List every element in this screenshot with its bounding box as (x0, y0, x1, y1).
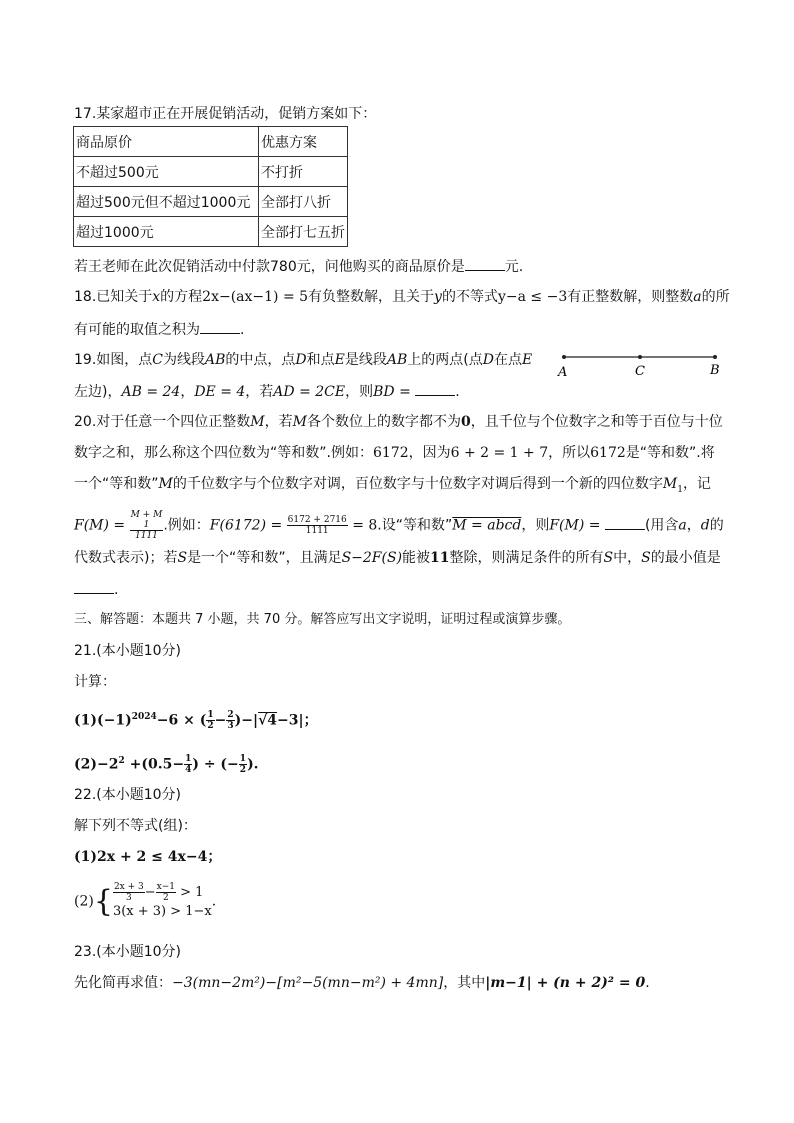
math: −3(mn−2m²)−[m²−5(mn−m²) + 4mn] (172, 975, 444, 991)
math: S−2F(S) (341, 550, 403, 566)
fraction-denominator: 3 (125, 893, 132, 903)
text: 的不等式 (441, 289, 498, 305)
text: . (645, 975, 650, 991)
text: 有正整数解，则整数 (567, 289, 694, 305)
text: 代数式表示)；若 (74, 550, 178, 566)
q20-line-2 (74, 443, 715, 463)
q22-prompt: 解下列不等式(组)： (74, 818, 197, 834)
text: . (455, 384, 460, 400)
math: − (214, 712, 227, 729)
q18-line-1 (74, 287, 730, 307)
math: D (482, 352, 494, 368)
q22-part-1: (1)2x + 2 ≤ 4x−4； (74, 849, 222, 865)
text: 有负整数解，且关于 (308, 289, 435, 305)
fraction (239, 754, 247, 775)
q21-prompt: 计算： (74, 674, 116, 690)
promotion-table (73, 126, 348, 247)
text: 能被 (402, 550, 431, 566)
segment-diagram (556, 348, 726, 380)
table-cell: 全部打八折 (259, 187, 348, 217)
table-cell: 全部打七五折 (259, 217, 348, 247)
q21-part-2 (74, 749, 259, 777)
math: a (693, 289, 702, 305)
fraction-numerator: 6172 + 2716 (287, 515, 347, 525)
math: M (662, 476, 678, 492)
fraction (287, 515, 348, 536)
text: ，则 (521, 517, 550, 534)
text: .例如： (163, 517, 210, 534)
text: 是一个“等和数”，且满足 (187, 550, 342, 566)
table-row (74, 217, 348, 247)
q20-line-4 (74, 510, 724, 541)
text: 是“等和数”.将 (625, 445, 715, 461)
text: 的方程 (160, 289, 203, 305)
text: ，所以 (548, 445, 591, 461)
label-a: A (558, 365, 568, 380)
text: 一个“等和数” (74, 476, 159, 492)
math: 2x−(ax−1) = 5 (202, 289, 309, 305)
table-header: 商品原价 (74, 127, 259, 157)
text: 19.如图，点 (74, 352, 153, 368)
math: 6172 (590, 445, 626, 461)
system-row (113, 882, 212, 903)
text: 上的两点(点 (407, 352, 483, 368)
text: 的 (709, 517, 724, 534)
math: 1 (143, 520, 150, 530)
math: 6172 (372, 445, 409, 461)
text: 18.已知关于 (74, 289, 153, 305)
math: (2)−2 (74, 756, 119, 773)
math: . (211, 893, 217, 910)
q23-problem (74, 973, 650, 993)
text: 的中点，点 (225, 352, 296, 368)
math: E (334, 352, 345, 368)
math: S (641, 550, 651, 566)
fraction-numerator: 2x + 3 (113, 882, 144, 892)
math: 6 + 2 = 1 + 7 (450, 445, 549, 461)
math: S (177, 550, 188, 566)
fraction-denominator: 2 (162, 893, 169, 903)
fraction-numerator (130, 510, 164, 531)
label-c: C (635, 364, 645, 379)
text: 为线段 (162, 352, 205, 368)
q19-line-2 (74, 381, 460, 402)
q19-line-1 (74, 350, 532, 370)
q22-part-2 (74, 882, 216, 921)
math: F(M) = (549, 517, 605, 534)
q20-line-1 (74, 412, 723, 432)
text: . (240, 322, 245, 338)
math: AB (204, 352, 226, 368)
math: a (678, 517, 687, 534)
answer-blank (74, 579, 114, 594)
answer-blank (465, 256, 505, 271)
math: BD = (373, 384, 416, 400)
fraction (113, 882, 145, 903)
fraction-numerator: 1 (185, 754, 192, 765)
math: S (603, 550, 614, 566)
fraction-numerator: 1 (207, 710, 214, 721)
math: −6 × ( (156, 712, 207, 729)
math: > 1 (175, 885, 204, 900)
math: − (144, 885, 156, 900)
fraction-numerator: 1 (239, 754, 247, 765)
math: M (250, 414, 265, 430)
math: F(M) = (74, 517, 126, 534)
math: (2) (74, 893, 94, 910)
math: AB (386, 352, 408, 368)
section-heading: 三、解答题：本题共 7 小题，共 70 分。解答应写出文字说明，证明过程或演算步骤。 (74, 612, 571, 627)
text: 20.对于任意一个四位正整数 (74, 414, 251, 430)
fraction (226, 710, 234, 731)
text: ，若 (264, 414, 293, 430)
table-row (74, 157, 348, 187)
fraction-denominator: 1111 (305, 526, 329, 536)
text: 是线段 (344, 352, 387, 368)
math: +(0.5− (124, 756, 185, 773)
text: 先化简再求值： (74, 975, 172, 991)
math: M (292, 414, 307, 430)
q18-line-2 (74, 319, 244, 340)
fraction-denominator: 3 (227, 721, 234, 732)
table-cell: 超过500元但不超过1000元 (74, 187, 259, 217)
math: )−| (234, 712, 259, 729)
fraction-denominator: 2 (207, 721, 214, 732)
text: 左边)， (74, 384, 122, 400)
math: d (700, 517, 710, 534)
text: ，记 (682, 476, 711, 492)
q22-heading: 22.(本小题10分) (74, 787, 182, 803)
text: ，因为 (408, 445, 451, 461)
label-b: B (710, 363, 720, 378)
math: ). (247, 756, 259, 773)
text: ，若 (245, 384, 274, 400)
math: (1)(−1) (74, 712, 132, 729)
text: 的最小值是 (650, 550, 721, 566)
text: 在点 (493, 352, 522, 368)
table-header: 优惠方案 (259, 127, 348, 157)
q21-heading: 21.(本小题10分) (74, 643, 182, 659)
fraction (156, 882, 176, 903)
text: . (114, 582, 119, 598)
math: E (521, 352, 533, 368)
math: y−a ≤ −3 (497, 289, 568, 305)
text: 整除，则满足条件的所有 (449, 550, 604, 566)
fraction (130, 510, 164, 541)
text: ，则 (345, 384, 374, 400)
math: y (434, 289, 442, 305)
text: ， (180, 384, 195, 400)
text: ， (686, 517, 701, 534)
math: −3|； (277, 712, 318, 729)
fraction-denominator: 4 (185, 765, 192, 776)
math: C (152, 352, 163, 368)
math: 2024 (131, 712, 157, 722)
fraction-denominator: 1111 (135, 531, 158, 541)
q21-part-1 (74, 705, 318, 733)
text: ，且千位与个位数字之和等于百位与十位 (470, 414, 723, 430)
answer-blank (605, 515, 645, 530)
table-header-row (74, 127, 348, 157)
math: ) ÷ (− (192, 756, 239, 773)
math: √4 (258, 712, 278, 729)
answer-blank (415, 381, 455, 396)
fraction-numerator: 2 (227, 710, 234, 721)
math: DE = 4 (194, 384, 246, 400)
q20-line-5 (74, 548, 721, 568)
math: M = abcd (452, 517, 522, 534)
text: (用含 (644, 517, 679, 534)
point-a (562, 355, 566, 359)
text: 数字之和，那么称这个四位数为“等和数”.例如： (74, 445, 373, 461)
q17-intro: 17.某家超市正在开展促销活动，促销方案如下： (74, 106, 377, 122)
q17-unit: 元. (504, 259, 524, 275)
text: 各个数位上的数字都不为 (306, 414, 461, 430)
math: M + M (130, 510, 163, 520)
fraction-numerator: x−1 (156, 882, 175, 892)
math: 2 (118, 756, 125, 766)
math: x (152, 289, 161, 305)
answer-blank (200, 319, 240, 334)
table-cell: 不超过500元 (74, 157, 259, 187)
table-cell: 不打折 (259, 157, 348, 187)
point-c (638, 355, 642, 359)
math: = 8 (352, 517, 378, 534)
math: F(6172) = (209, 517, 283, 534)
math: 11 (430, 550, 450, 566)
fraction (206, 710, 214, 731)
math: M (158, 476, 173, 492)
q17-text: 若王老师在此次促销活动中付款780元，问他购买的商品原价是 (74, 259, 465, 275)
text: 的所 (701, 289, 730, 305)
point-b (713, 355, 717, 359)
q17-question (74, 256, 523, 277)
inequality-system (113, 882, 212, 921)
text: .设“等和数” (377, 517, 453, 534)
q20-line-3 (74, 474, 711, 500)
q20-line-6 (74, 579, 118, 600)
fraction-denominator: 2 (239, 765, 247, 776)
table-row (74, 187, 348, 217)
text: 的千位数字与个位数字对调，百位数字与十位数字对调后得到一个新的四位数字 (172, 476, 663, 492)
table-cell: 超过1000元 (74, 217, 259, 247)
math: 1 (677, 484, 683, 495)
text: ，其中 (443, 975, 486, 991)
math: 0 (460, 414, 471, 430)
math: |m−1| + (n + 2)² = 0 (485, 975, 646, 991)
text: 和点 (306, 352, 335, 368)
math: AD = 2CE (273, 384, 346, 400)
brace-icon: { (93, 883, 113, 919)
q23-heading: 23.(本小题10分) (74, 944, 182, 960)
math: D (295, 352, 307, 368)
text: 有可能的取值之积为 (74, 322, 200, 338)
system-row: 3(x + 3) > 1−x (112, 904, 212, 919)
text: 中， (613, 550, 642, 566)
math: AB = 24 (121, 384, 181, 400)
